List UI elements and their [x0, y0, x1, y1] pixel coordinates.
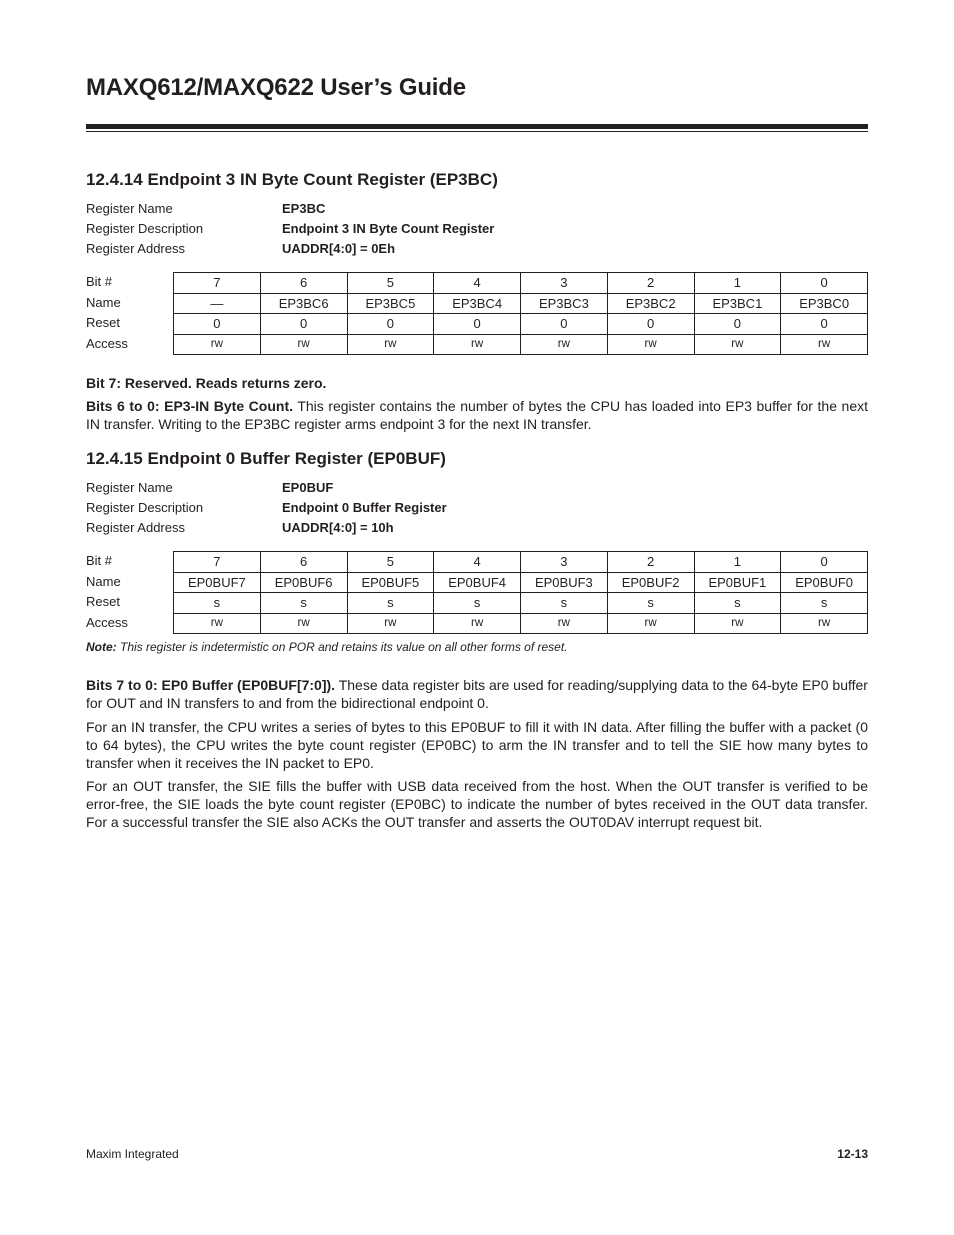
- row-label-name: Name: [86, 294, 121, 310]
- register-address-row: [86, 518, 868, 538]
- bit-cell: 5: [347, 273, 434, 294]
- reset-cell: 0: [694, 314, 781, 335]
- register-address-label: Register Address: [86, 241, 185, 256]
- register-address-row: [86, 239, 868, 259]
- bit-cell: 6: [260, 552, 347, 573]
- bit-cell: 7: [174, 552, 261, 573]
- reset-cell: s: [260, 593, 347, 614]
- register-description-label: Register Description: [86, 500, 204, 515]
- access-cell: rw: [260, 613, 347, 634]
- reset-cell: s: [174, 593, 261, 614]
- reset-cell: 0: [434, 314, 521, 335]
- note-label: Note:: [86, 640, 117, 654]
- reset-cell: s: [694, 593, 781, 614]
- document-title: MAXQ612/MAXQ622 User’s Guide: [86, 74, 466, 101]
- bits6-0-description: [86, 397, 868, 433]
- reset-cell: 0: [781, 314, 868, 335]
- reset-cell: s: [607, 593, 694, 614]
- bit-cell: 3: [521, 552, 608, 573]
- name-cell: EP0BUF0: [781, 572, 868, 593]
- bit-access-row: [174, 334, 868, 355]
- access-cell: rw: [521, 613, 608, 634]
- name-cell: EP0BUF2: [607, 572, 694, 593]
- access-cell: rw: [260, 334, 347, 355]
- reset-cell: s: [781, 593, 868, 614]
- register-name-row: [86, 478, 868, 498]
- row-label-bit: Bit #: [86, 274, 113, 289]
- row-label-bit: Bit #: [86, 553, 113, 568]
- bit-number-row: [174, 552, 868, 573]
- access-cell: rw: [607, 334, 694, 355]
- reset-cell: 0: [521, 314, 608, 335]
- bit-cell: 2: [607, 273, 694, 294]
- row-label-access: Access: [86, 335, 128, 351]
- reset-cell: s: [521, 593, 608, 614]
- row-label-access: Access: [86, 614, 128, 630]
- section-heading-ep0buf: 12.4.15 Endpoint 0 Buffer Register (EP0BUF): [86, 449, 446, 468]
- footer-company: Maxim Integrated: [86, 1147, 179, 1161]
- access-cell: rw: [434, 613, 521, 634]
- bit-reset-row: [174, 593, 868, 614]
- register-name-label: Register Name: [86, 201, 173, 216]
- access-cell: rw: [521, 334, 608, 355]
- bits6-0-title: Bits 6 to 0: EP3-IN Byte Count.: [86, 398, 294, 414]
- in-transfer-paragraph: For an IN transfer, the CPU writes a series of bytes to this EP0BUF to fill it with IN data. After filling the buffer with a packet (0 to 64 bytes), the CPU writes the byte count register (EP0BC) to arm the IN transfer and to tell the SIE how many bytes to transfer when it receives the IN packet to EP0.: [86, 719, 868, 771]
- bit-cell: 5: [347, 552, 434, 573]
- name-cell: EP0BUF4: [434, 572, 521, 593]
- register-name-row: [86, 199, 868, 219]
- out-transfer-paragraph: For an OUT transfer, the SIE fills the buffer with USB data received from the host. When the OUT transfer is verified to be error-free, the SIE loads the byte count register (EP0BC) to indicate the number of bytes received in the OUT data transfer. For a successful transfer the SIE also ACKs the OUT transfer and asserts the OUT0DAV interrupt request bit.: [86, 778, 868, 830]
- footer-page-number: 12-13: [837, 1147, 868, 1161]
- bits7-0-text: These data register bits are used for reading/supplying data to the 64-byte EP0 buffer for OUT and IN transfers to and from the bidirectional endpoint 0.: [86, 677, 868, 711]
- name-cell: EP0BUF7: [174, 572, 261, 593]
- reset-cell: 0: [347, 314, 434, 335]
- register-description-value: Endpoint 3 IN Byte Count Register: [282, 221, 495, 236]
- bits7-0-title: Bits 7 to 0: EP0 Buffer (EP0BUF[7:0]).: [86, 677, 336, 693]
- bit-access-row: [174, 613, 868, 634]
- reset-cell: 0: [260, 314, 347, 335]
- name-cell: EP3BC0: [781, 293, 868, 314]
- bit-cell: 0: [781, 552, 868, 573]
- register-description-row: [86, 219, 868, 239]
- bit-name-row: [174, 293, 868, 314]
- access-cell: rw: [347, 613, 434, 634]
- register-description-row: [86, 498, 868, 518]
- bit-number-row: [174, 273, 868, 294]
- section-heading-ep3bc: 12.4.14 Endpoint 3 IN Byte Count Register (EP3BC): [86, 170, 498, 189]
- name-cell: EP0BUF6: [260, 572, 347, 593]
- register-address-label: Register Address: [86, 520, 185, 535]
- name-cell: EP0BUF3: [521, 572, 608, 593]
- register-info-ep3bc: [86, 199, 868, 259]
- bits-grid: [173, 551, 868, 634]
- header-rule-thin: [86, 131, 868, 132]
- name-cell: EP3BC5: [347, 293, 434, 314]
- bit-cell: 6: [260, 273, 347, 294]
- bit-table-ep3bc: [86, 272, 868, 354]
- name-cell: EP3BC3: [521, 293, 608, 314]
- access-cell: rw: [174, 613, 261, 634]
- bit-cell: 2: [607, 552, 694, 573]
- name-cell: EP0BUF5: [347, 572, 434, 593]
- access-cell: rw: [694, 613, 781, 634]
- row-label-name: Name: [86, 573, 121, 589]
- bit-cell: 3: [521, 273, 608, 294]
- name-cell: EP3BC1: [694, 293, 781, 314]
- row-label-reset: Reset: [86, 315, 120, 330]
- name-cell: EP3BC6: [260, 293, 347, 314]
- bit-cell: 4: [434, 552, 521, 573]
- reset-cell: s: [347, 593, 434, 614]
- bit-cell: 1: [694, 273, 781, 294]
- register-address-value: UADDR[4:0] = 0Eh: [282, 241, 396, 256]
- reset-cell: 0: [174, 314, 261, 335]
- name-cell: EP0BUF1: [694, 572, 781, 593]
- bit-cell: 0: [781, 273, 868, 294]
- bit-cell: 1: [694, 552, 781, 573]
- bit7-description: [86, 374, 868, 392]
- register-name-value: EP3BC: [282, 201, 326, 216]
- register-description-value: Endpoint 0 Buffer Register: [282, 500, 447, 515]
- register-info-ep0buf: [86, 478, 868, 538]
- register-note: [86, 640, 568, 654]
- bit7-description-text: Bit 7: Reserved. Reads returns zero.: [86, 375, 327, 391]
- access-cell: rw: [174, 334, 261, 355]
- register-description-label: Register Description: [86, 221, 204, 236]
- note-text: This register is indetermistic on POR and retains its value on all other forms of reset.: [116, 640, 568, 654]
- register-name-value: EP0BUF: [282, 480, 334, 495]
- access-cell: rw: [607, 613, 694, 634]
- header-rule-thick: [86, 124, 868, 129]
- access-cell: rw: [434, 334, 521, 355]
- access-cell: rw: [781, 334, 868, 355]
- access-cell: rw: [694, 334, 781, 355]
- name-cell: EP3BC4: [434, 293, 521, 314]
- bits6-0-text: This register contains the number of bytes the CPU has loaded into EP3 buffer for the next IN transfer. Writing to the EP3BC register arms endpoint 3 for the next IN transfer.: [86, 398, 868, 432]
- access-cell: rw: [781, 613, 868, 634]
- bit-name-row: [174, 572, 868, 593]
- row-label-reset: Reset: [86, 594, 120, 609]
- bits-grid: [173, 272, 868, 355]
- name-cell: —: [174, 293, 261, 314]
- register-address-value: UADDR[4:0] = 10h: [282, 520, 394, 535]
- bit-table-ep0buf: [86, 551, 868, 633]
- bit-reset-row: [174, 314, 868, 335]
- bits7-0-description: [86, 676, 868, 712]
- register-name-label: Register Name: [86, 480, 173, 495]
- bit-cell: 7: [174, 273, 261, 294]
- reset-cell: s: [434, 593, 521, 614]
- name-cell: EP3BC2: [607, 293, 694, 314]
- reset-cell: 0: [607, 314, 694, 335]
- access-cell: rw: [347, 334, 434, 355]
- bit-cell: 4: [434, 273, 521, 294]
